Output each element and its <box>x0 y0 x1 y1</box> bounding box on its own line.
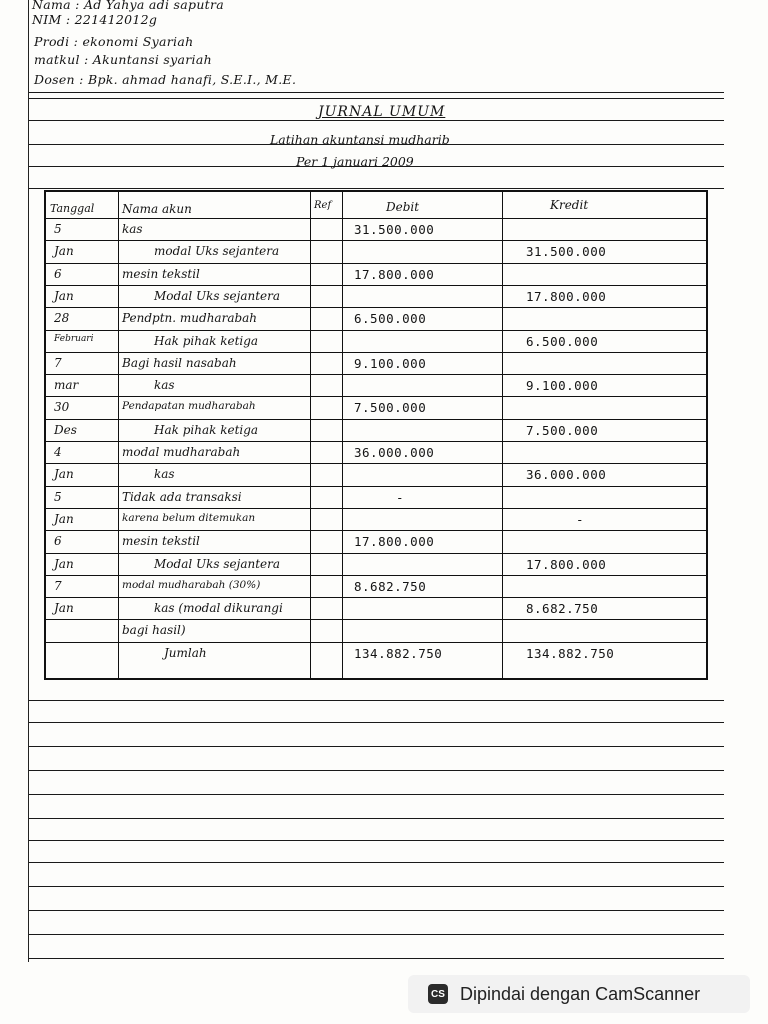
row-debit: 17.800.000 <box>354 266 435 282</box>
ruled-line <box>28 818 724 819</box>
row-debit: 134.882.750 <box>354 645 443 661</box>
row-tanggal: 6 <box>54 266 62 281</box>
row-nama-akun: karena belum ditemukan <box>122 511 256 524</box>
dosen-line: Dosen : Bpk. ahmad hanafi, S.E.I., M.E. <box>34 72 297 87</box>
matkul-line: matkul : Akuntansi syariah <box>34 52 212 67</box>
row-tanggal: 5 <box>54 489 62 504</box>
row-nama-akun: modal Uks sejantera <box>154 244 280 259</box>
table-row-divider <box>46 285 706 286</box>
table-row-divider <box>46 553 706 554</box>
row-tanggal: 30 <box>54 400 70 415</box>
row-debit: 36.000.000 <box>354 445 435 460</box>
row-kredit: 8.682.750 <box>526 601 599 617</box>
row-tanggal: 28 <box>54 311 70 326</box>
camscanner-text: Dipindai dengan CamScanner <box>460 983 701 1004</box>
table-row-divider <box>46 330 706 331</box>
ruled-line <box>28 746 724 747</box>
ruled-line <box>28 886 724 887</box>
prodi-line: Prodi : ekonomi Syariah <box>34 34 194 49</box>
row-kredit: 17.800.000 <box>526 556 607 572</box>
ruled-line <box>28 188 724 189</box>
row-tanggal: mar <box>54 378 79 393</box>
col-divider-debit <box>502 192 503 678</box>
row-tanggal: 4 <box>54 445 62 459</box>
row-kredit: 6.500.000 <box>526 333 599 349</box>
table-row-divider <box>46 597 706 598</box>
row-debit: 8.682.750 <box>354 578 427 594</box>
table-row-divider <box>46 352 706 353</box>
table-row-divider <box>46 530 706 531</box>
row-debit: 7.500.000 <box>354 400 427 416</box>
ruled-line <box>28 840 724 841</box>
ruled-line <box>28 722 724 723</box>
ruled-line <box>28 910 724 911</box>
table-row-divider <box>46 463 706 464</box>
row-tanggal: 7 <box>54 578 62 593</box>
table-row-divider <box>46 218 706 219</box>
row-debit: 9.100.000 <box>354 355 427 371</box>
row-tanggal: Des <box>54 422 77 437</box>
header-tanggal: Tanggal <box>50 202 95 215</box>
row-tanggal: Februari <box>54 333 94 344</box>
row-kredit: 9.100.000 <box>526 378 599 394</box>
row-nama-akun: mesin tekstil <box>122 534 200 549</box>
margin-line <box>28 0 29 962</box>
row-debit: 6.500.000 <box>354 311 427 327</box>
row-nama-akun: Pendptn. mudharabah <box>122 311 258 326</box>
table-row-divider <box>46 396 706 397</box>
col-divider-tanggal <box>118 192 119 678</box>
table-row-divider <box>46 642 706 643</box>
row-kredit: 134.882.750 <box>526 645 615 661</box>
col-divider-ref <box>342 192 343 678</box>
row-tanggal: Jan <box>54 511 74 526</box>
table-row-divider <box>46 508 706 509</box>
row-tanggal: Jan <box>54 244 74 259</box>
camscanner-watermark <box>408 975 750 1013</box>
row-nama-akun: Jumlah <box>164 645 207 660</box>
ruled-line <box>28 794 724 795</box>
row-tanggal: 7 <box>54 355 62 370</box>
ruled-line <box>28 700 724 701</box>
row-tanggal: Jan <box>54 288 74 303</box>
table-row-divider <box>46 486 706 487</box>
ruled-line <box>28 862 724 863</box>
subtitle-latihan: Latihan akuntansi mudharib <box>270 132 450 147</box>
table-row-divider <box>46 240 706 241</box>
page-title: JURNAL UMUM <box>318 104 446 120</box>
nama-line: Nama : Ad Yahya adi saputra <box>32 0 225 12</box>
row-tanggal: 5 <box>54 222 62 236</box>
row-nama-akun: kas (modal dikurangi <box>154 601 283 616</box>
row-nama-akun: bagi hasil) <box>122 623 186 638</box>
row-tanggal: Jan <box>54 556 74 571</box>
nim-line: NIM : 221412012g <box>32 12 158 27</box>
table-row-divider <box>46 263 706 264</box>
ruled-line <box>28 770 724 771</box>
row-nama-akun: Tidak ada transaksi <box>122 489 242 504</box>
header-nama-akun: Nama akun <box>122 202 192 216</box>
row-nama-akun: modal mudharabah <box>122 445 241 459</box>
row-debit: 31.500.000 <box>354 222 435 237</box>
header-kredit: Kredit <box>550 198 589 212</box>
table-row-divider <box>46 307 706 308</box>
table-row-divider <box>46 419 706 420</box>
row-nama-akun: Bagi hasil nasabah <box>122 355 237 370</box>
table-row-divider <box>46 374 706 375</box>
ruled-line <box>28 934 724 935</box>
journal-table <box>44 190 708 680</box>
row-tanggal: Jan <box>54 467 74 482</box>
row-kredit: - <box>576 511 585 527</box>
row-tanggal: Jan <box>54 601 74 616</box>
ruled-line <box>28 120 724 121</box>
row-nama-akun: kas <box>154 467 175 482</box>
row-nama-akun: kas <box>154 378 175 393</box>
table-row-divider <box>46 441 706 442</box>
row-tanggal: 6 <box>54 534 62 549</box>
col-divider-akun <box>310 192 311 678</box>
ruled-line <box>28 92 724 93</box>
table-row-divider <box>46 575 706 576</box>
row-nama-akun: kas <box>122 222 143 236</box>
subtitle-period: Per 1 januari 2009 <box>296 154 414 169</box>
row-debit: 17.800.000 <box>354 534 435 550</box>
camscanner-logo-icon: CS <box>428 984 448 1004</box>
header-ref: Ref <box>314 200 332 211</box>
row-kredit: 36.000.000 <box>526 467 607 483</box>
row-debit: - <box>396 489 405 505</box>
header-debit: Debit <box>386 200 420 214</box>
row-nama-akun: Modal Uks sejantera <box>154 556 281 571</box>
ruled-line <box>28 958 724 959</box>
ruled-line <box>28 98 724 99</box>
row-kredit: 31.500.000 <box>526 244 607 260</box>
row-nama-akun: mesin tekstil <box>122 266 200 281</box>
row-nama-akun: modal mudharabah (30%) <box>122 578 261 591</box>
table-row-divider <box>46 619 706 620</box>
row-kredit: 17.800.000 <box>526 288 607 304</box>
row-kredit: 7.500.000 <box>526 422 599 438</box>
row-nama-akun: Hak pihak ketiga <box>154 333 259 348</box>
row-nama-akun: Modal Uks sejantera <box>154 288 281 303</box>
row-nama-akun: Pendapatan mudharabah <box>122 400 256 413</box>
row-nama-akun: Hak pihak ketiga <box>154 422 259 437</box>
